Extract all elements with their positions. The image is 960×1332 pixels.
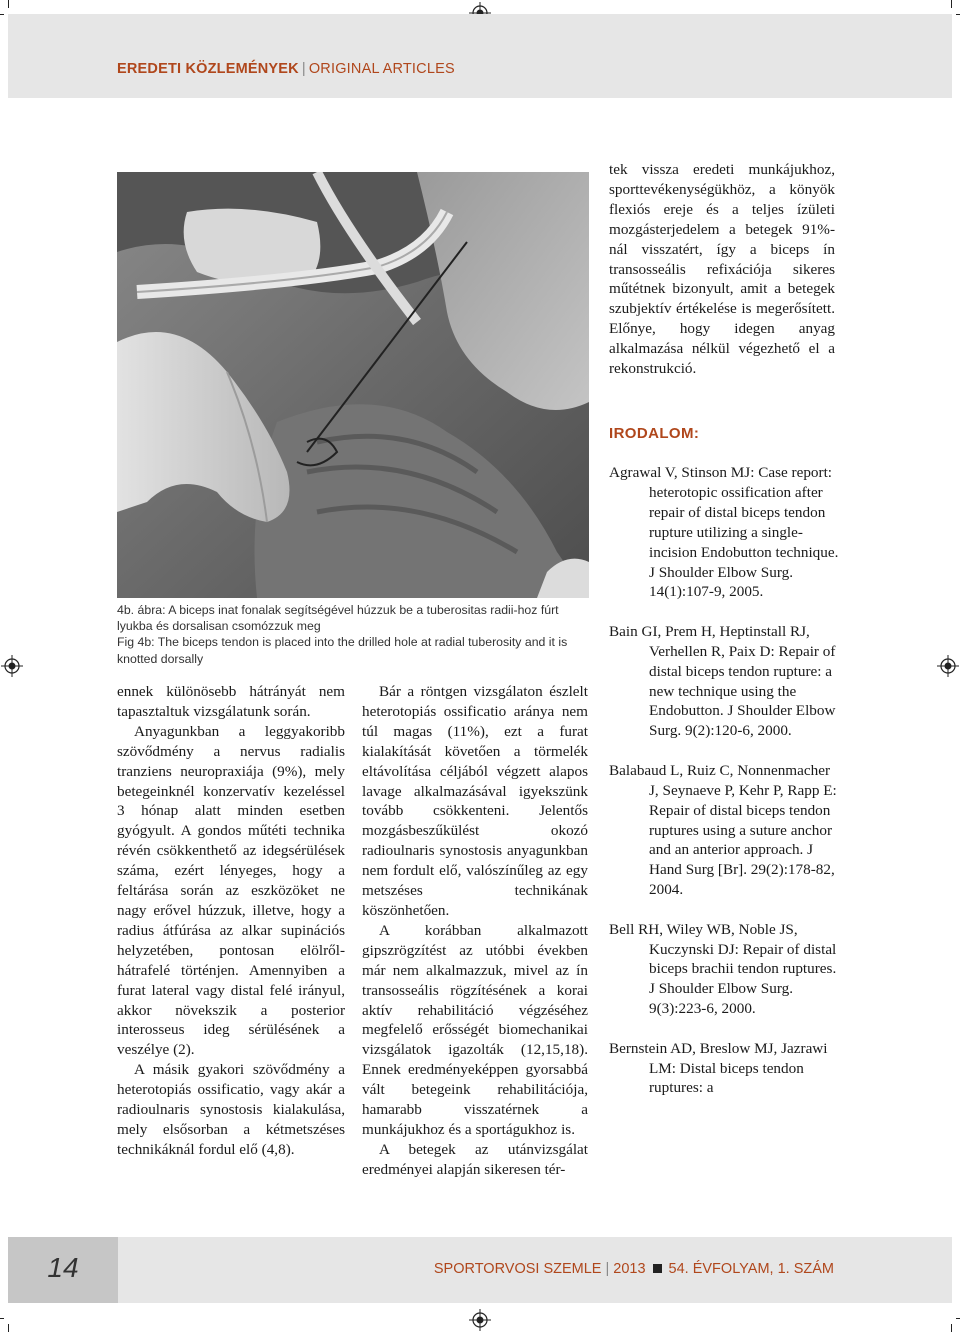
- section-title-en: ORIGINAL ARTICLES: [308, 61, 455, 77]
- caption-hu-text: A biceps inat fonalak segítségével húzzuk be a tuberositas radii-hoz fúrt lyukba és dorsalisan csomózzuk meg: [117, 603, 559, 634]
- header-band: [8, 14, 952, 98]
- paragraph: A korábban alkalmazott gipszrögzítést az utóbbi években már nem alkalmazzuk, mivel az ín transosseális rögzítésének a korai aktív rehabilitáció végzéséhez megfelelő erősségét biomechanikai vizsgálatok igazolták (12,15,18). Ennek eredményeképpen gyorsabbá vált betegeink rehabilitációja, hamarabb visszatérnek a munkájukhoz és a sportágukhoz is.: [362, 921, 588, 1138]
- reference-item: Bernstein AD, Breslow MJ, Jazrawi LM: Distal biceps tendon ruptures: a: [609, 1039, 828, 1097]
- crop-mark: [951, 0, 952, 8]
- paragraph: Anyagunkban a leggyakoribb szövődmény a nervus radialis tranziens neuropraxiája (9%), mely betegeinknél konzervatív kezeléssel 3 hónap alatt minden esetben gyógyult. A gondos műtéti technika révén csökkenthető az idegsérülések száma, ezért lényeges, hogy a feltárása során az eszközöket ne nagy erővel húzzuk, illetve, hogy a radius átfúrása az alkar supinációs helyzetében, pontosan elölről-hátrafelé történjen. Amennyiben a furat lateral vagy distal felé irányul, akkor növekszik a posterior interosseus ideg sérülésének a veszélye (2).: [117, 722, 345, 1059]
- body-column-1: [117, 682, 345, 1160]
- paragraph: ennek különösebb hátrányát nem tapasztaltuk vizsgálatunk során.: [117, 683, 345, 720]
- page-number: 14: [47, 1252, 79, 1283]
- section-title-hu: EREDETI KÖZLEMÉNYEK: [117, 61, 299, 77]
- surgical-photo: [117, 172, 589, 598]
- crop-mark: [8, 0, 9, 8]
- reference-item: Bell RH, Wiley WB, Noble JS, Kuczynski DJ: Repair of distal biceps brachii tendon ruptures. J Shoulder Elbow Surg. 9(3):223-6, 2000.: [609, 920, 837, 1018]
- paragraph: A betegek az utánvizsgálat eredményei alapján sikeresen tér-: [362, 1140, 588, 1178]
- caption-en: Fig 4b: The biceps tendon is placed into the drilled hole at radial tuberosity and it is knotted dorsally: [117, 635, 568, 666]
- registration-mark-icon: [937, 655, 959, 677]
- caption-hu-label: 4b. ábra:: [117, 603, 166, 617]
- paragraph: Bár a röntgen vizsgálaton észlelt heterotopiás ossificatio aránya nem túl magas (11%), ezt a furat kialakítását követően a törmelék eltávolítása céljából végzett alapos lavage alkalmazásával igyekszünk tovább csökkenteni. Jelentős mozgásbeszűkülést okozó radioulnaris synostosis anyagunkban nem fordult elő, valószínűleg az egy metszéses technikának köszönhetően.: [362, 683, 588, 919]
- header-separator: |: [301, 61, 306, 77]
- crop-mark: [956, 1318, 960, 1319]
- crop-mark: [0, 1318, 4, 1319]
- registration-mark-icon: [469, 1309, 491, 1331]
- section-header: [117, 61, 455, 77]
- paragraph: A másik gyakori szövődmény a heterotopiás ossificatio, vagy akár a radioulnaris synostosis kialakulása, mely elsősorban a kétmetszéses technikáknál fordul elő (4,8).: [117, 1061, 345, 1158]
- journal-volume: 54. ÉVFOLYAM, 1. SZÁM: [668, 1261, 834, 1277]
- registration-mark-icon: [1, 655, 23, 677]
- reference-item: Agrawal V, Stinson MJ: Case report: heterotopic ossification after repair of distal biceps tendon rupture utilizing a single-incision Endobutton technique. J Shoulder Elbow Surg. 14(1):107-9, 2005.: [609, 464, 839, 601]
- crop-mark: [951, 1324, 952, 1332]
- references-heading: IRODALOM:: [609, 425, 700, 442]
- figure-caption: [117, 602, 589, 667]
- crop-mark: [0, 14, 4, 15]
- square-bullet-icon: [653, 1264, 662, 1273]
- paragraph: tek vissza eredeti munkájukhoz, sporttevékenységükhöz, a könyök flexiós ereje és a teljes ízületi mozgásterjedelem a betegek 91%-nál visszatért, így a biceps ín transosseális refixációja sikeres műtétnek bizonyult, amit a betegek szubjektív értékelése is megerősített. Előnye, hogy idegen anyag alkalmazása nélkül végezhető el a rekonstrukció.: [609, 161, 835, 378]
- caption-hu: [117, 602, 589, 634]
- reference-item: Bain GI, Prem H, Heptinstall RJ, Verhellen R, Paix D: Repair of distal biceps tendon rupture: a new technique using the Endobutton. J Shoulder Elbow Surg. 9(2):120-6, 2000.: [609, 622, 836, 740]
- references-list: [609, 463, 839, 1118]
- crop-mark: [956, 14, 960, 15]
- crop-mark: [8, 1324, 9, 1332]
- body-column-3: [609, 160, 835, 379]
- footer-separator: |: [605, 1261, 610, 1277]
- journal-year: 2013: [613, 1261, 646, 1277]
- journal-footer: [434, 1261, 834, 1277]
- reference-item: Balabaud L, Ruiz C, Nonnenmacher J, Seynaeve P, Kehr P, Rapp E: Repair of distal biceps tendon ruptures using a suture anchor and an anterior approach. J Hand Surg [Br]. 29(2):178-82, 2004.: [609, 761, 837, 899]
- journal-name: SPORTORVOSI SZEMLE: [433, 1261, 602, 1277]
- body-column-2: [362, 682, 588, 1180]
